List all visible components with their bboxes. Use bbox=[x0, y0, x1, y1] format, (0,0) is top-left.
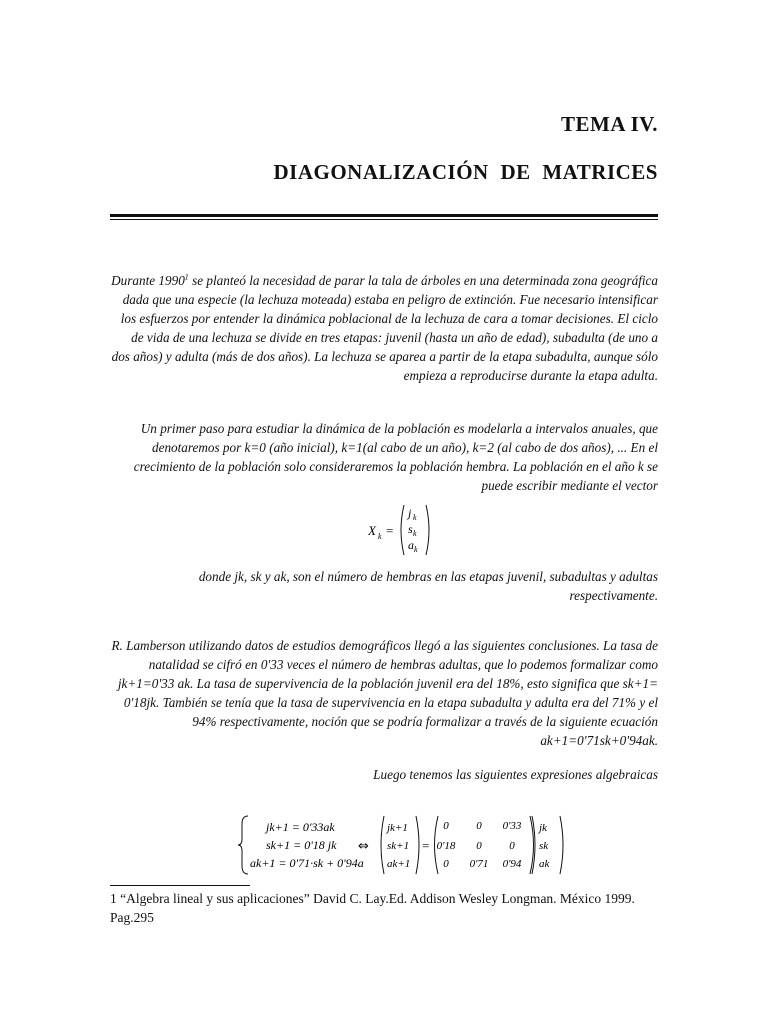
lhs-right-paren bbox=[416, 816, 419, 874]
vector-lhs-name: X bbox=[368, 523, 376, 538]
rhs-entry-3: ak bbox=[539, 858, 550, 870]
model-text: Un primer paso para estudiar la dinámica de la población es modelarla a intervalos anuales, que denotaremos por k=0 (año inicial), k=1(al cabo de un año), k=2 (al cabo de dos años), ... En el crecimiento de la población solo consideraremos la población hembra. La población en el año k se puede escribir mediante el vector bbox=[133, 421, 658, 493]
system-eq-3: ak+1 = 0'71·sk + 0'94a bbox=[250, 856, 364, 870]
lhs-entry-1: jk+1 bbox=[387, 822, 408, 834]
matrix-cell-3-3: 0'94 bbox=[502, 858, 522, 870]
vector-entry-j: j bbox=[408, 506, 412, 520]
system-brace bbox=[238, 816, 248, 874]
matrix-cell-2-1: 0'18 bbox=[436, 840, 456, 852]
intro-lead: Durante 1990 bbox=[111, 273, 185, 288]
left-paren bbox=[401, 505, 404, 555]
matrix-cell-1-2: 0 bbox=[476, 820, 482, 832]
intro-body: se planteó la necesidad de parar la tala de árboles en una determinada zona geográfica dada que una especie (la lechuza moteada) estaba en peligro de extinción. Fue necesario intensificar los esfuerzos por entender la dinámica poblacional de la lechuza de cara a tomar decisiones. El ciclo de vida de una lechuza se divide en tres etapas: juvenil (hasta un año de edad), subadulta (de uno a dos años) y adulta (más de dos años). La lechuza se aparea a partir de la etapa subadulta, aunque sólo empieza a reproducirse durante la etapa adulta. bbox=[111, 273, 658, 383]
system-eq-2: sk+1 = 0'18 jk bbox=[266, 838, 337, 852]
equivalence-arrow: ⇔ bbox=[358, 839, 369, 854]
footnote-marker: 1 bbox=[184, 272, 189, 282]
matrix-cell-1-3: 0'33 bbox=[502, 820, 522, 832]
title-rule-thick bbox=[110, 214, 658, 217]
system-eq-1: jk+1 = 0'33ak bbox=[266, 820, 335, 834]
rhs-entry-2: sk bbox=[539, 840, 549, 852]
expressions-text: Luego tenemos las siguientes expresiones algebraicas bbox=[373, 767, 658, 782]
paragraph-model bbox=[110, 419, 658, 495]
footnote: 1 “Algebra lineal y sus aplicaciones” David C. Lay.Ed. Addison Wesley Longman. México 1999. Pag.295 bbox=[110, 891, 635, 925]
paragraph-expressions bbox=[110, 765, 658, 784]
matrix-cell-3-1: 0 bbox=[443, 858, 449, 870]
equals-sign: = bbox=[386, 523, 394, 538]
lhs-left-paren bbox=[381, 816, 384, 874]
title-rule-thin bbox=[110, 219, 658, 220]
lhs-entry-3: ak+1 bbox=[387, 858, 411, 870]
vector-entry-a: a bbox=[408, 538, 414, 552]
matrix-cell-2-2: 0 bbox=[476, 840, 482, 852]
chapter-title: DIAGONALIZACIÓN DE MATRICES bbox=[273, 160, 658, 184]
matrix-right-paren bbox=[530, 816, 534, 874]
right-paren bbox=[426, 505, 429, 555]
lamberson-text: R. Lamberson utilizando datos de estudios demográficos llegó a las siguientes conclusiones. La tasa de natalidad se cifró en 0'33 veces el número de hembras adultas, que lo podemos formalizar como jk+1=0'33 ak. La tasa de supervivencia de la población juvenil era del 18%, esto significa que sk+1= 0'18jk. También se tenía que la tasa de supervivencia en la etapa subadulta y adulta era del 71% y el 94% respectivamente, noción que se podría formalizar a través de la siguiente ecuación ak+1=0'71sk+0'94ak. bbox=[111, 638, 658, 748]
rhs-entry-1: jk bbox=[539, 822, 547, 834]
lhs-entry-2: sk+1 bbox=[387, 840, 410, 852]
paragraph-intro bbox=[110, 271, 658, 385]
paragraph-definitions bbox=[110, 567, 658, 605]
vector-entry-a-sub: k bbox=[414, 545, 418, 554]
population-vector-equation bbox=[368, 502, 438, 558]
vector-lhs-sub: k bbox=[378, 532, 382, 541]
vector-entry-j-sub: k bbox=[413, 513, 417, 522]
matrix-equals: = bbox=[422, 838, 430, 853]
rhs-right-paren bbox=[560, 816, 563, 874]
definitions-text: donde jk, sk y ak, son el número de hembras en las etapas juvenil, subadultas y adultas respectivamente. bbox=[198, 569, 658, 603]
matrix-cell-1-1: 0 bbox=[443, 820, 449, 832]
matrix-system bbox=[238, 814, 568, 876]
matrix-cell-3-2: 0'71 bbox=[469, 858, 489, 870]
matrix-cell-2-3: 0 bbox=[509, 840, 515, 852]
vector-entry-s: s bbox=[408, 522, 413, 536]
chapter-number: TEMA IV. bbox=[561, 112, 658, 136]
footnote-rule bbox=[110, 885, 250, 886]
paragraph-lamberson bbox=[110, 636, 658, 750]
vector-entry-s-sub: k bbox=[413, 529, 417, 538]
